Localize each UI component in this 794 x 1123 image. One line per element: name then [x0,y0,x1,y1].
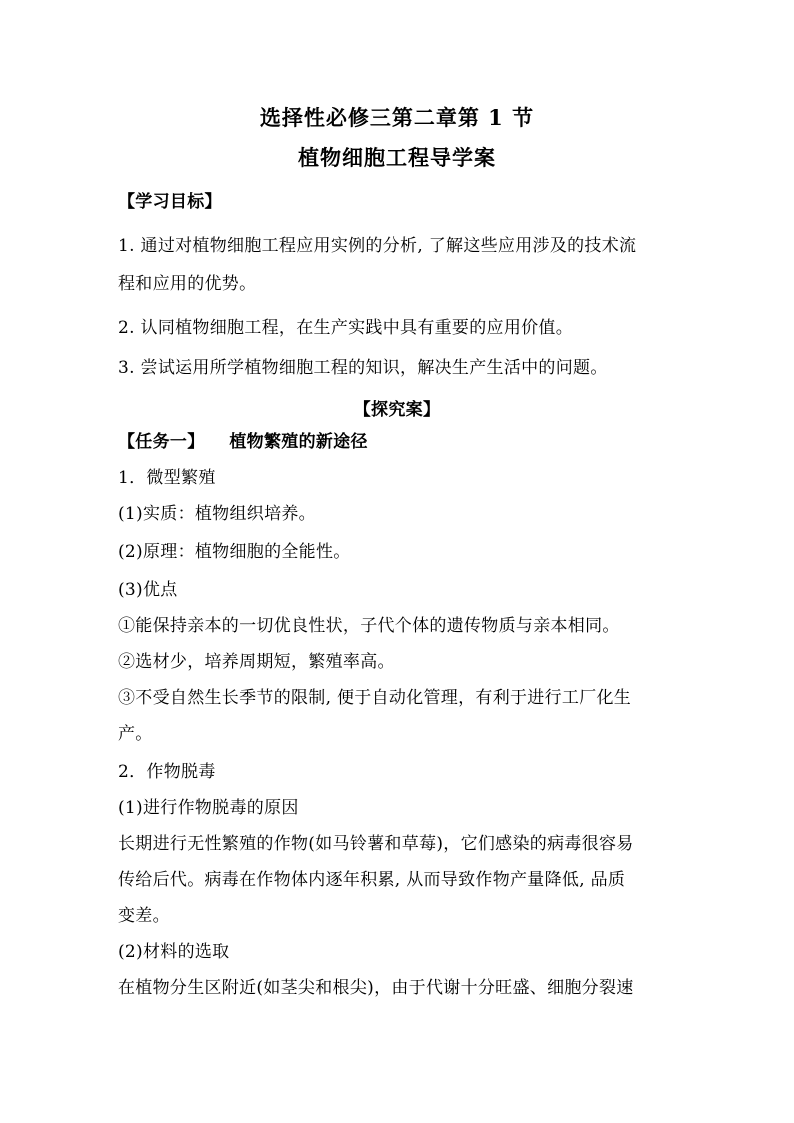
task-1-heading: 【任务一】 植物繁殖的新途径 [118,432,368,452]
section-2-text-1-line-3: 变差。 [118,906,170,926]
section-2-point-2: (2)材料的选取 [118,942,230,962]
objective-2: 2. 认同植物细胞工程，在生产实践中具有重要的应用价值。 [118,318,574,338]
objective-1-line-1: 1. 通过对植物细胞工程应用实例的分析, 了解这些应用涉及的技术流 [118,236,637,256]
title-line-1: 选择性必修三第二章第 1 节 [259,105,535,130]
objective-1-line-2: 程和应用的优势。 [118,274,257,294]
advantage-c-line-1: ③不受自然生长季节的限制, 便于自动化管理，有利于进行工厂化生 [118,688,632,708]
section-1-point-3: (3)优点 [118,580,178,600]
section-1-title: 1．微型繁殖 [118,468,216,488]
explore-heading: 【探究案】 [353,400,441,420]
section-2-text-2-line-1: 在植物分生区附近(如茎尖和根尖)，由于代谢十分旺盛、细胞分裂速 [118,978,634,998]
advantage-a: ①能保持亲本的一切优良性状，子代个体的遗传物质与亲本相同。 [118,616,620,636]
advantage-b: ②选材少，培养周期短，繁殖率高。 [118,652,395,672]
section-2-text-1-line-2: 传给后代。病毒在作物体内逐年积累, 从而导致作物产量降低, 品质 [118,870,626,890]
section-2-text-1-line-1: 长期进行无性繁殖的作物(如马铃薯和草莓)，它们感染的病毒很容易 [118,834,634,854]
title-line-2: 植物细胞工程导学案 [298,145,496,170]
section-2-point-1: (1)进行作物脱毒的原因 [118,798,299,818]
objectives-heading: 【学习目标】 [118,192,222,212]
section-1-point-1: (1)实质：植物组织培养。 [118,504,316,524]
section-1-point-2: (2)原理：植物细胞的全能性。 [118,542,351,562]
objective-3: 3. 尝试运用所学植物细胞工程的知识，解决生产生活中的问题。 [118,358,608,378]
section-2-title: 2．作物脱毒 [118,762,216,782]
advantage-c-line-2: 产。 [118,724,153,744]
